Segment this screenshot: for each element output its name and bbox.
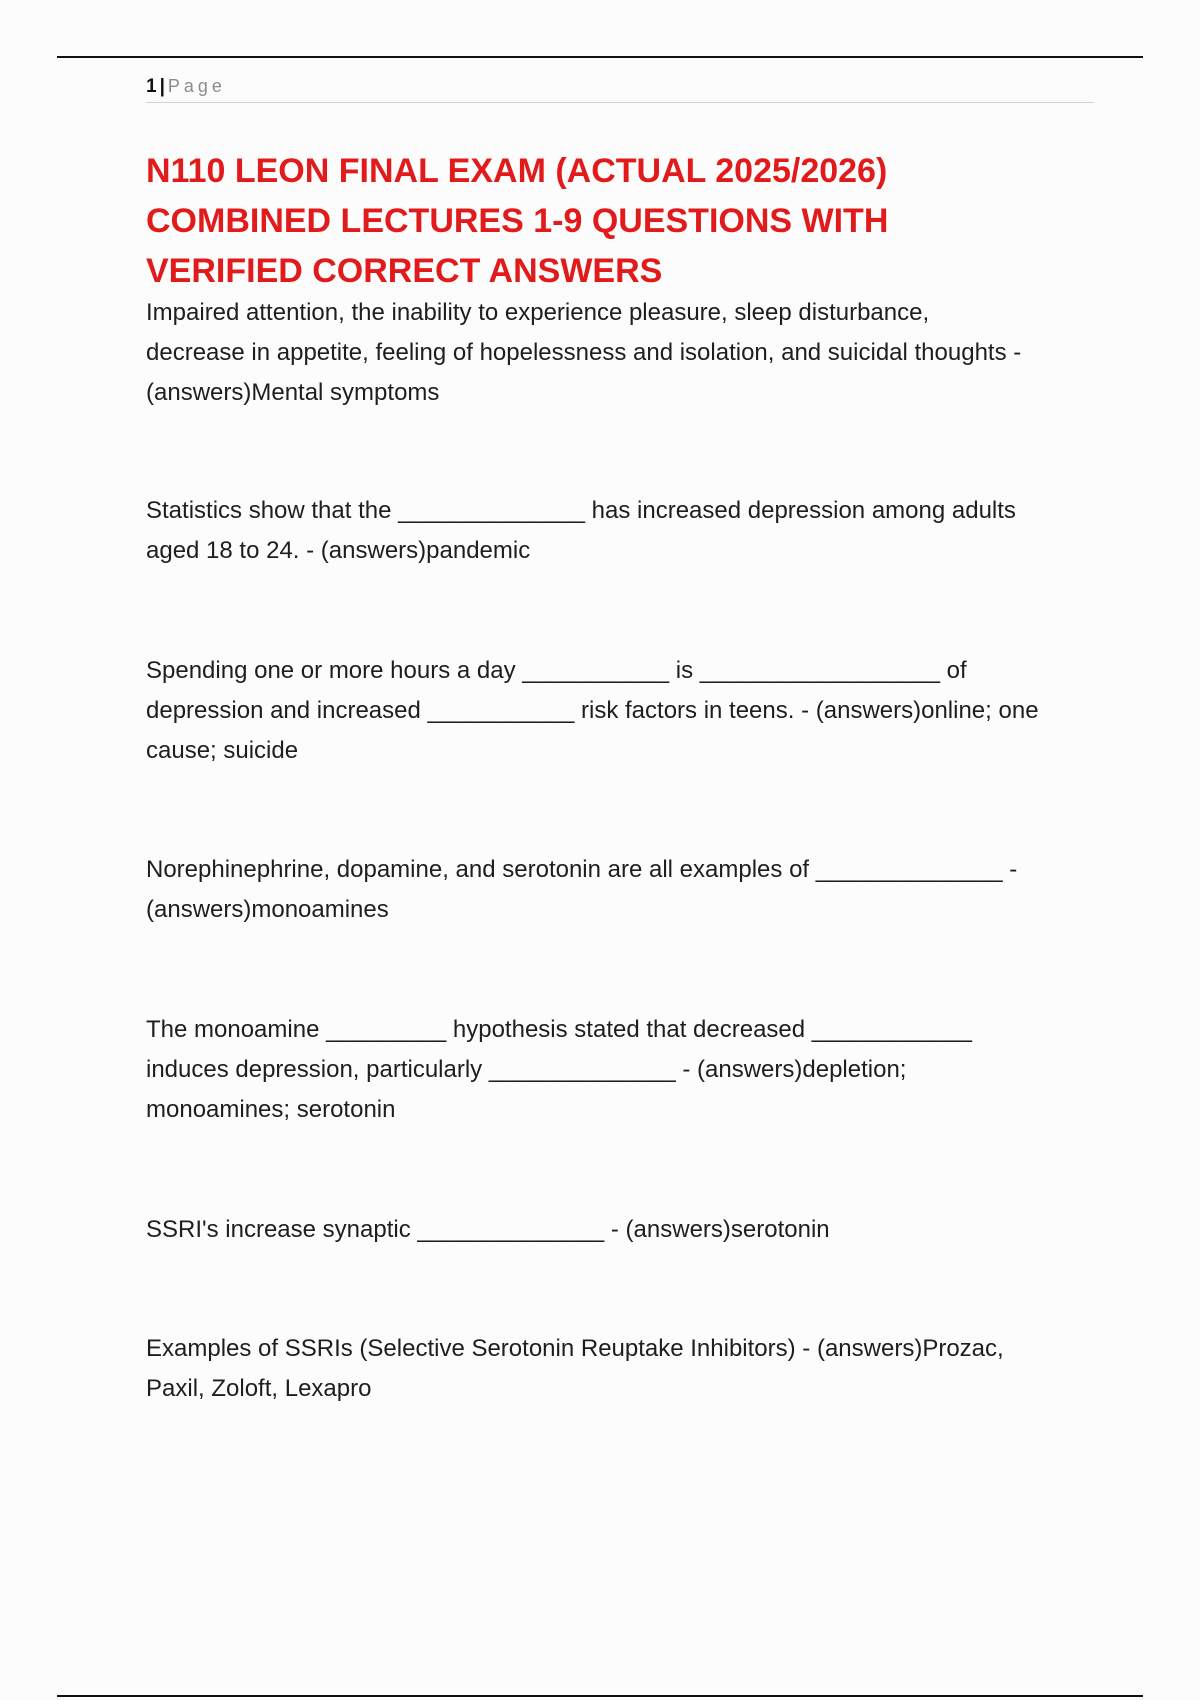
qa-item-depletion [146, 1010, 1096, 1130]
qa-item-pandemic [146, 491, 1096, 571]
title-line: COMBINED LECTURES 1-9 QUESTIONS WITH [146, 202, 889, 240]
qa-line: SSRI's increase synaptic ______________ - (answers)serotonin [146, 1216, 830, 1243]
qa-line: (answers)monoamines [146, 896, 389, 923]
qa-line: decrease in appetite, feeling of hopelessness and isolation, and suicidal thoughts - [146, 339, 1022, 366]
page-number: 1 [146, 76, 157, 97]
qa-item-ssri-examples [146, 1329, 1096, 1409]
title-line: VERIFIED CORRECT ANSWERS [146, 252, 663, 290]
qa-line: induces depression, particularly ______________ - (answers)depletion; [146, 1056, 907, 1083]
page-header-separator: | [159, 76, 165, 97]
qa-line: The monoamine _________ hypothesis stated that decreased ____________ [146, 1016, 972, 1043]
page-label: Page [167, 76, 226, 96]
page-header [146, 74, 1094, 103]
qa-item-mental-symptoms [146, 293, 1096, 413]
qa-line: Norephinephrine, dopamine, and serotonin are all examples of ______________ - [146, 856, 1018, 883]
top-rule [57, 56, 1143, 58]
document-title [146, 146, 1106, 296]
qa-line: Statistics show that the ______________ has increased depression among adults [146, 497, 1016, 524]
qa-line: Examples of SSRIs (Selective Serotonin Reuptake Inhibitors) - (answers)Prozac, [146, 1335, 1004, 1362]
qa-line: Spending one or more hours a day ___________ is __________________ of [146, 657, 967, 684]
qa-line: monoamines; serotonin [146, 1096, 396, 1123]
title-line: N110 LEON FINAL EXAM (ACTUAL 2025/2026) [146, 152, 888, 190]
bottom-rule [57, 1695, 1143, 1697]
qa-line: cause; suicide [146, 737, 299, 764]
qa-line: Paxil, Zoloft, Lexapro [146, 1375, 372, 1402]
qa-line: (answers)Mental symptoms [146, 379, 440, 406]
qa-item-serotonin [146, 1210, 1096, 1250]
qa-line: depression and increased ___________ risk factors in teens. - (answers)online; one [146, 697, 1039, 724]
qa-item-online [146, 651, 1096, 771]
qa-line: aged 18 to 24. - (answers)pandemic [146, 537, 531, 564]
qa-item-monoamines [146, 850, 1096, 930]
qa-line: Impaired attention, the inability to experience pleasure, sleep disturbance, [146, 299, 930, 326]
